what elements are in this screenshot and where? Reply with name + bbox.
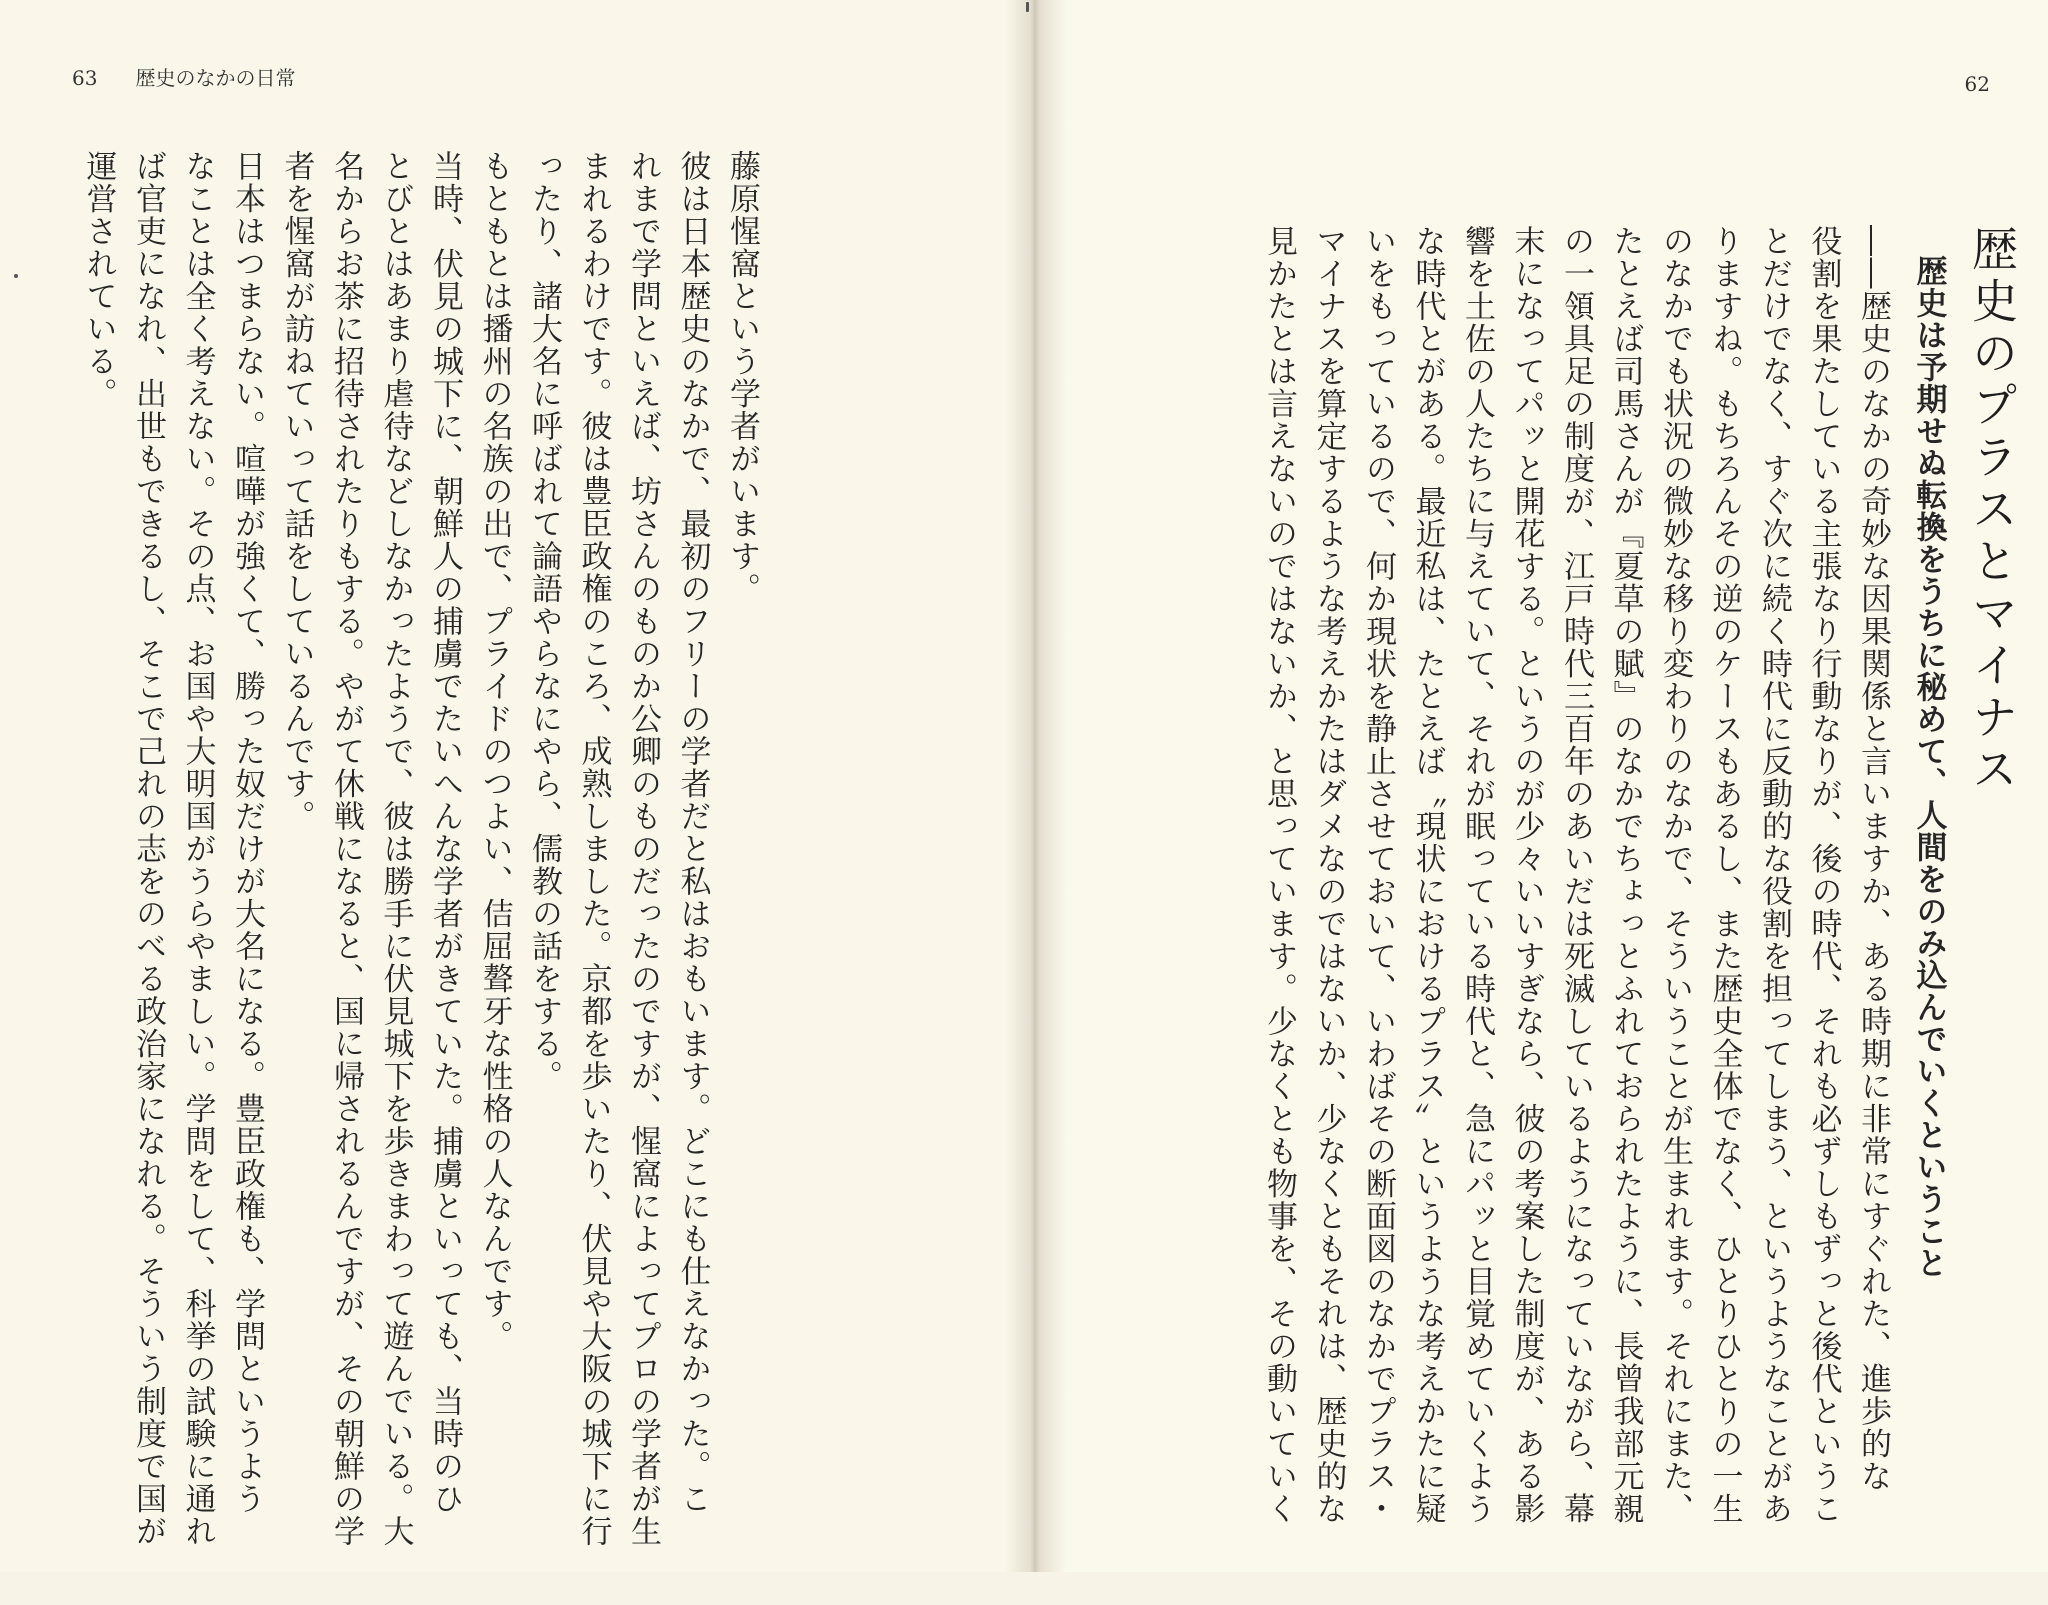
body-text [73, 150, 766, 1548]
text-column: マイナスを算定するような考えかたはダメなのではないか、少なくともそれは、歴史的な [1310, 225, 1347, 1525]
text-column: の一領具足の制度が、江戸時代三百年のあいだは死滅しているようになっていながら、幕 [1558, 225, 1594, 1525]
page-number-right: 62 [1964, 72, 1990, 96]
running-title: 歴史のなかの日常 [135, 66, 296, 90]
text-column: な時代とがある。最近私は、たとえば〝現状におけるプラス〟というような考えかたに疑 [1409, 225, 1446, 1525]
text-column: 末になってパッと開花する。というのが少々いいすぎなら、彼の考案した制度が、ある影 [1508, 225, 1545, 1525]
text-column: とだけでなく、すぐ次に続く時代に反動的な役割を担ってしまう、というようなことがあ [1756, 225, 1792, 1525]
right-page [1036, 0, 2048, 1572]
text-column: りますね。もちろんその逆のケースもあるし、また歴史全体でなく、ひとりひとりの一生 [1706, 225, 1743, 1525]
text-column: とびとはあまり虐待などしなかったようで、彼は勝手に伏見城下を歩きまわって遊んでいる。大 [377, 150, 414, 1548]
text-column: なことは全く考えない。その点、お国や大明国がうらやましい。学問をして、科挙の試験に通れ [179, 150, 216, 1548]
text-column: ば官吏になれ、出世もできるし、そこで己れの志をのべる政治家になれる。そういう制度で国が [130, 150, 166, 1548]
text-column: 響を土佐の人たちに与えていて、それが眠っている時代と、急にパッと目覚めていくよう [1459, 225, 1495, 1525]
text-column: ったり、諸大名に呼ばれて論語やらなにやら、儒教の話をする。 [526, 150, 562, 1093]
text-column: たとえば司馬さんが『夏草の賦』のなかでちょっとふれておられたように、長曾我部元親 [1607, 225, 1644, 1525]
text-column: 当時、伏見の城下に、朝鮮人の捕虜でたいへんな学者がきていた。捕虜といっても、当時のひ [427, 150, 463, 1515]
text-column: ――歴史のなかの奇妙な因果関係と言いますか、ある時期に非常にすぐれた、進歩的な [1855, 225, 1891, 1493]
text-column: れまで学問といえば、坊さんのものか公卿のものだったのですが、惺窩によってプロの学者が生 [625, 150, 661, 1548]
text-column: いをもっているので、何か現状を静止させておいて、いわばその断面図のなかでプラス・ [1360, 225, 1396, 1525]
chapter-subtitle: 歴史は予期せぬ転換をうちに秘めて、人間をのみ込んでいくということ [1910, 255, 1947, 1279]
text-column: 役割を果たしている主張なり行動なりが、後の時代、それも必ずしもずっと後代というこ [1805, 225, 1842, 1525]
left-page [0, 0, 1036, 1572]
text-column: 者を惺窩が訪ねていって話をしているんです。 [278, 150, 315, 833]
text-column: 名からお茶に招待されたりもする。やがて休戦になると、国に帰されるんですが、その朝鮮の学 [328, 150, 364, 1548]
text-column: 運営されている。 [80, 150, 117, 410]
chapter-title: 歴史のプラスとマイナス [1965, 225, 2019, 797]
text-column: 彼は日本歴史のなかで、最初のフリーの学者だと私はおもいます。どこにも仕えなかった。こ [674, 150, 711, 1515]
running-head [72, 62, 295, 91]
text-column: もともとは播州の名族の出で、プライドのつよい、佶屈聱牙な性格の人なんです。 [476, 150, 513, 1353]
chapter-text [1254, 225, 2017, 1555]
scan-speck [14, 274, 18, 278]
text-column: のなかでも状況の微妙な移り変わりのなかで、そういうことが生まれます。それにまた、 [1657, 225, 1693, 1525]
text-column: 藤原惺窩という学者がいます。 [724, 150, 760, 605]
page-number-left: 63 [72, 66, 98, 90]
text-column: 見かたとは言えないのではないか、と思っています。少なくとも物事を、その動いていく [1261, 225, 1297, 1525]
text-column: まれるわけです。彼は豊臣政権のころ、成熟しました。京都を歩いたり、伏見や大阪の城下に行 [575, 150, 612, 1548]
text-column: 日本はつまらない。喧嘩が強くて、勝った奴だけが大名になる。豊臣政権も、学問というよう [229, 150, 265, 1515]
book-gutter [1004, 0, 1066, 1572]
scan-speck [1026, 2, 1029, 12]
